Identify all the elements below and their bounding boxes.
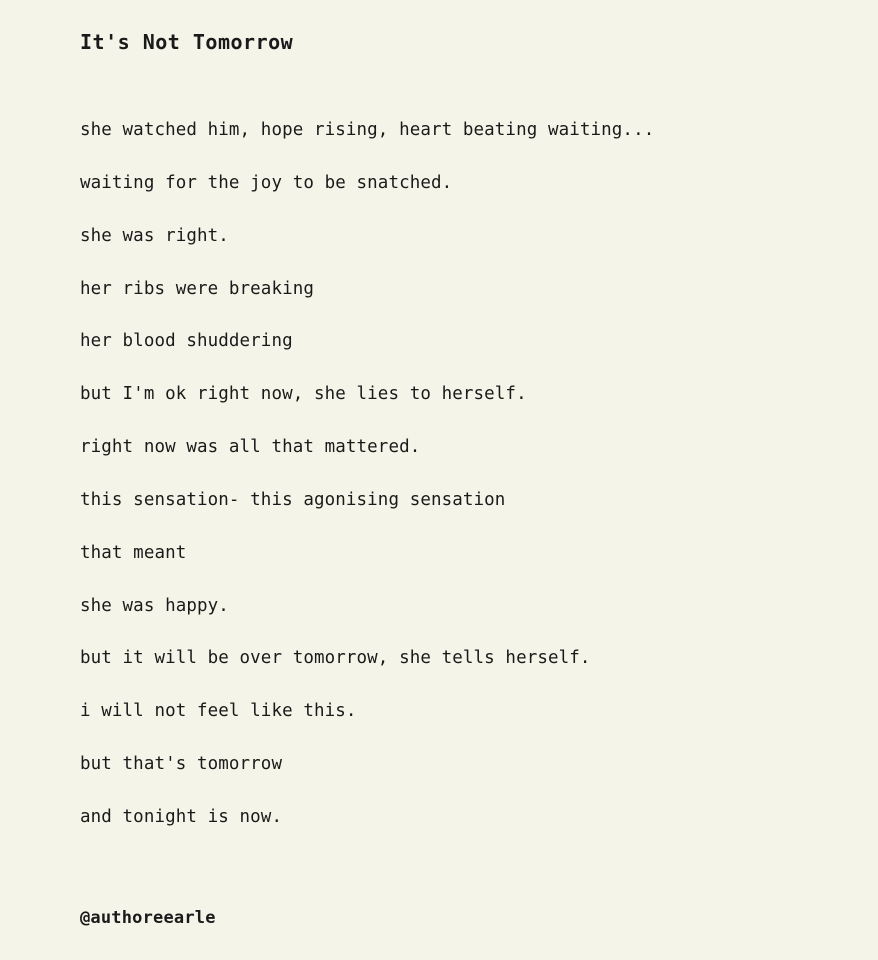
poem-line: right now was all that mattered. bbox=[80, 437, 421, 458]
poem-line: but I'm ok right now, she lies to herself. bbox=[80, 384, 527, 405]
poem-body bbox=[80, 118, 838, 830]
poem-line: and tonight is now. bbox=[80, 806, 283, 827]
poem-line: that meant bbox=[80, 542, 187, 563]
poem-line: she watched him, hope rising, heart beating waiting... bbox=[80, 120, 655, 140]
poem-line: she was right. bbox=[80, 225, 229, 246]
poem-line: her blood shuddering bbox=[80, 331, 293, 352]
poem-line: i will not feel like this. bbox=[80, 701, 357, 722]
poem-line: she was happy. bbox=[80, 595, 229, 616]
page-title: It's Not Tomorrow bbox=[80, 30, 294, 54]
poem-line: waiting for the joy to be snatched. bbox=[80, 172, 453, 193]
poem-line: her ribs were breaking bbox=[80, 278, 314, 299]
poem-line: this sensation- this agonising sensation bbox=[80, 489, 506, 510]
author-handle: @authoreearle bbox=[80, 908, 216, 928]
poem-line: but it will be over tomorrow, she tells herself. bbox=[80, 648, 591, 669]
poem-line: but that's tomorrow bbox=[80, 754, 283, 775]
